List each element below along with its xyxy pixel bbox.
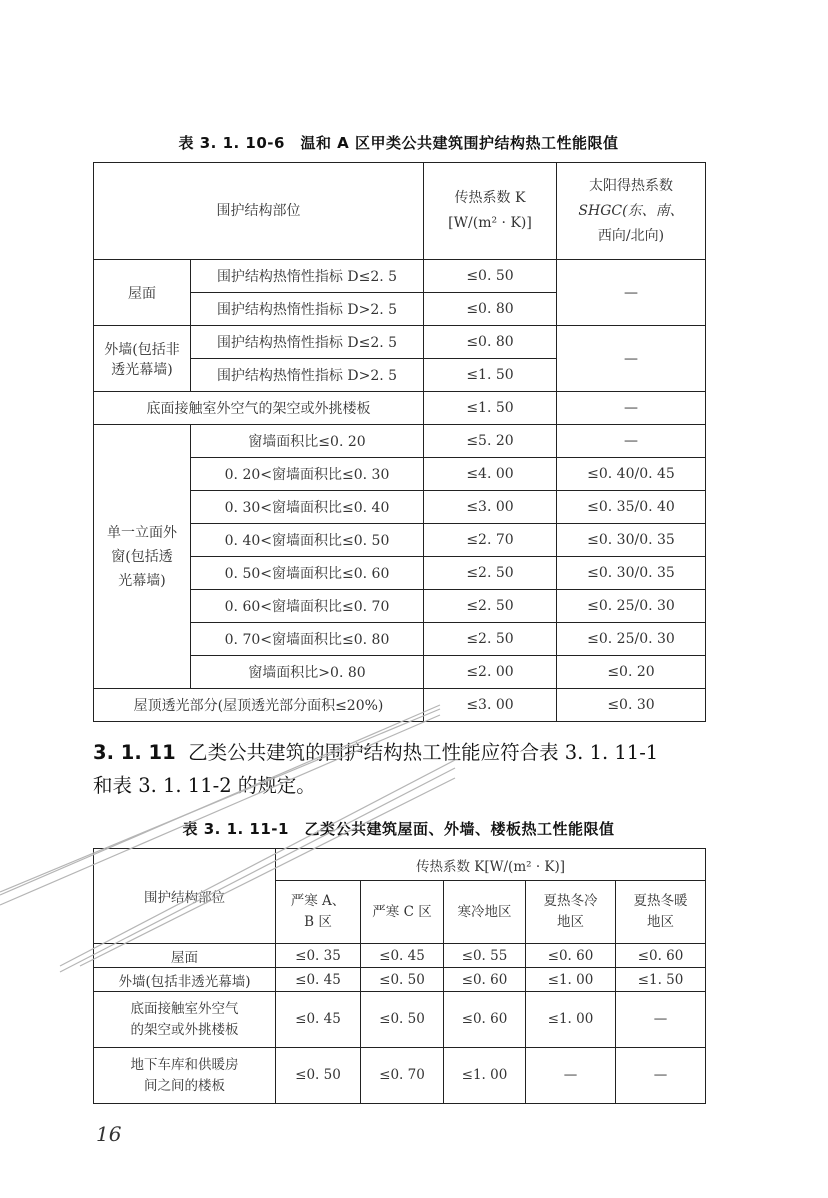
table-row xyxy=(94,992,706,1048)
row-label-line2: 的架空或外挑楼板 xyxy=(130,1021,239,1038)
floor-shgc: — xyxy=(557,392,706,425)
cell: ≤0. 55 xyxy=(444,944,526,968)
wall-k: ≤0. 80 xyxy=(424,326,557,359)
zone-header xyxy=(276,881,361,944)
header-shgc xyxy=(557,163,706,260)
row-label-line1: 地下车库和供暖房 xyxy=(130,1056,239,1073)
header-shgc-line1: 太阳得热系数 xyxy=(589,177,673,194)
table2 xyxy=(93,848,706,1104)
roof-k: ≤0. 50 xyxy=(424,260,557,293)
window-k: ≤4. 00 xyxy=(424,458,557,491)
wall-cond: 围护结构热惰性指标 D≤2. 5 xyxy=(191,326,424,359)
cell: ≤1. 00 xyxy=(526,968,616,992)
wall-cond: 围护结构热惰性指标 D>2. 5 xyxy=(191,359,424,392)
table-row xyxy=(94,1048,706,1104)
row-label: 屋面 xyxy=(94,944,276,968)
window-shgc: ≤0. 20 xyxy=(557,656,706,689)
window-k: ≤3. 00 xyxy=(424,491,557,524)
roof-cond: 围护结构热惰性指标 D>2. 5 xyxy=(191,293,424,326)
header-shgc-line2: SHGC(东、南、 xyxy=(578,202,684,219)
table-row xyxy=(94,944,706,968)
floor-k: ≤1. 50 xyxy=(424,392,557,425)
table-row xyxy=(94,392,706,425)
window-cond: 窗墙面积比>0. 80 xyxy=(191,656,424,689)
window-k: ≤2. 50 xyxy=(424,557,557,590)
cell: ≤0. 60 xyxy=(444,992,526,1048)
window-k: ≤2. 50 xyxy=(424,623,557,656)
window-label-line1: 单一立面外 xyxy=(107,524,177,541)
cell: ≤0. 60 xyxy=(616,944,706,968)
window-k: ≤2. 70 xyxy=(424,524,557,557)
cell: ≤0. 70 xyxy=(361,1048,444,1104)
zone-line1: 严寒 A、 xyxy=(290,893,346,909)
cell: ≤0. 45 xyxy=(276,992,361,1048)
skylight-label: 屋顶透光部分(屋顶透光部分面积≤20%) xyxy=(94,689,424,722)
window-shgc: ≤0. 25/0. 30 xyxy=(557,623,706,656)
roof-cond: 围护结构热惰性指标 D≤2. 5 xyxy=(191,260,424,293)
window-label-line2: 窗(包括透 xyxy=(111,548,173,565)
row-label xyxy=(94,992,276,1048)
skylight-k: ≤3. 00 xyxy=(424,689,557,722)
table1-header-row xyxy=(94,163,706,260)
cell: ≤0. 60 xyxy=(526,944,616,968)
zone-line1: 严寒 C 区 xyxy=(372,903,432,920)
cell: ≤1. 00 xyxy=(526,992,616,1048)
window-label-line3: 光幕墙) xyxy=(118,572,166,589)
window-k: ≤2. 50 xyxy=(424,590,557,623)
window-label xyxy=(94,425,191,689)
row-label-line1: 底面接触室外空气 xyxy=(130,1000,239,1017)
table-row xyxy=(94,689,706,722)
zone-line1: 夏热冬冷 xyxy=(543,893,598,909)
header-k-line2: [W/(m² · K)] xyxy=(448,215,532,231)
header-k-line1: 传热系数 K xyxy=(454,190,526,206)
clause-number: 3. 1. 11 xyxy=(93,741,176,764)
zone-header xyxy=(361,881,444,944)
roof-k: ≤0. 80 xyxy=(424,293,557,326)
wall-label-line2: 透光幕墙) xyxy=(111,361,173,378)
zone-header xyxy=(444,881,526,944)
window-cond: 0. 50<窗墙面积比≤0. 60 xyxy=(191,557,424,590)
cell: — xyxy=(526,1048,616,1104)
cell: ≤0. 45 xyxy=(361,944,444,968)
cell: ≤1. 50 xyxy=(616,968,706,992)
window-cond: 0. 40<窗墙面积比≤0. 50 xyxy=(191,524,424,557)
window-shgc: ≤0. 30/0. 35 xyxy=(557,524,706,557)
zone-line1: 夏热冬暖 xyxy=(633,893,688,909)
roof-label: 屋面 xyxy=(94,260,191,326)
t2-header-part: 围护结构部位 xyxy=(94,849,276,944)
window-shgc: — xyxy=(557,425,706,458)
wall-k: ≤1. 50 xyxy=(424,359,557,392)
table1 xyxy=(93,162,706,722)
cell: ≤0. 50 xyxy=(361,968,444,992)
row-label: 外墙(包括非透光幕墙) xyxy=(94,968,276,992)
window-cond: 0. 20<窗墙面积比≤0. 30 xyxy=(191,458,424,491)
header-k xyxy=(424,163,557,260)
t2-header-k: 传热系数 K[W/(m² · K)] xyxy=(276,849,706,881)
page-number: 16 xyxy=(96,1122,122,1146)
clause-line1 xyxy=(93,736,713,769)
header-part: 围护结构部位 xyxy=(94,163,424,260)
cell: ≤0. 45 xyxy=(276,968,361,992)
table2-caption: 表 3. 1. 11-1 乙类公共建筑屋面、外墙、楼板热工性能限值 xyxy=(182,820,615,838)
zone-header xyxy=(526,881,616,944)
window-shgc: ≤0. 35/0. 40 xyxy=(557,491,706,524)
window-cond: 0. 30<窗墙面积比≤0. 40 xyxy=(191,491,424,524)
zone-line2: B 区 xyxy=(304,914,332,930)
clause-text-line2: 和表 3. 1. 11-2 的规定。 xyxy=(93,774,316,797)
wall-label xyxy=(94,326,191,392)
wall-label-line1: 外墙(包括非 xyxy=(104,341,180,358)
table1-caption: 表 3. 1. 10-6 温和 A 区甲类公共建筑围护结构热工性能限值 xyxy=(178,134,619,152)
cell: — xyxy=(616,1048,706,1104)
clause-text-line1: 乙类公共建筑的围护结构热工性能应符合表 3. 1. 11-1 xyxy=(188,741,659,764)
zone-line2: 地区 xyxy=(647,914,675,930)
clause-paragraph xyxy=(93,736,713,802)
table-row xyxy=(94,968,706,992)
table-row xyxy=(94,326,706,359)
zone-line1: 寒冷地区 xyxy=(457,903,512,920)
zone-line2: 地区 xyxy=(557,914,584,930)
window-k: ≤2. 00 xyxy=(424,656,557,689)
window-shgc: ≤0. 40/0. 45 xyxy=(557,458,706,491)
row-label xyxy=(94,1048,276,1104)
cell: ≤0. 50 xyxy=(276,1048,361,1104)
roof-shgc: — xyxy=(557,260,706,326)
header-shgc-line3: 西向/北向) xyxy=(597,227,665,244)
cell: — xyxy=(616,992,706,1048)
cell: ≤1. 00 xyxy=(444,1048,526,1104)
wall-shgc: — xyxy=(557,326,706,392)
window-cond: 0. 60<窗墙面积比≤0. 70 xyxy=(191,590,424,623)
cell: ≤0. 50 xyxy=(361,992,444,1048)
table-row xyxy=(94,425,706,458)
cell: ≤0. 60 xyxy=(444,968,526,992)
floor-label: 底面接触室外空气的架空或外挑楼板 xyxy=(94,392,424,425)
table-row xyxy=(94,260,706,293)
cell: ≤0. 35 xyxy=(276,944,361,968)
row-label-line2: 间之间的楼板 xyxy=(144,1077,225,1094)
window-cond: 0. 70<窗墙面积比≤0. 80 xyxy=(191,623,424,656)
window-shgc: ≤0. 30/0. 35 xyxy=(557,557,706,590)
skylight-shgc: ≤0. 30 xyxy=(557,689,706,722)
window-cond: 窗墙面积比≤0. 20 xyxy=(191,425,424,458)
zone-header xyxy=(616,881,706,944)
window-k: ≤5. 20 xyxy=(424,425,557,458)
table2-header-row xyxy=(94,849,706,881)
window-shgc: ≤0. 25/0. 30 xyxy=(557,590,706,623)
